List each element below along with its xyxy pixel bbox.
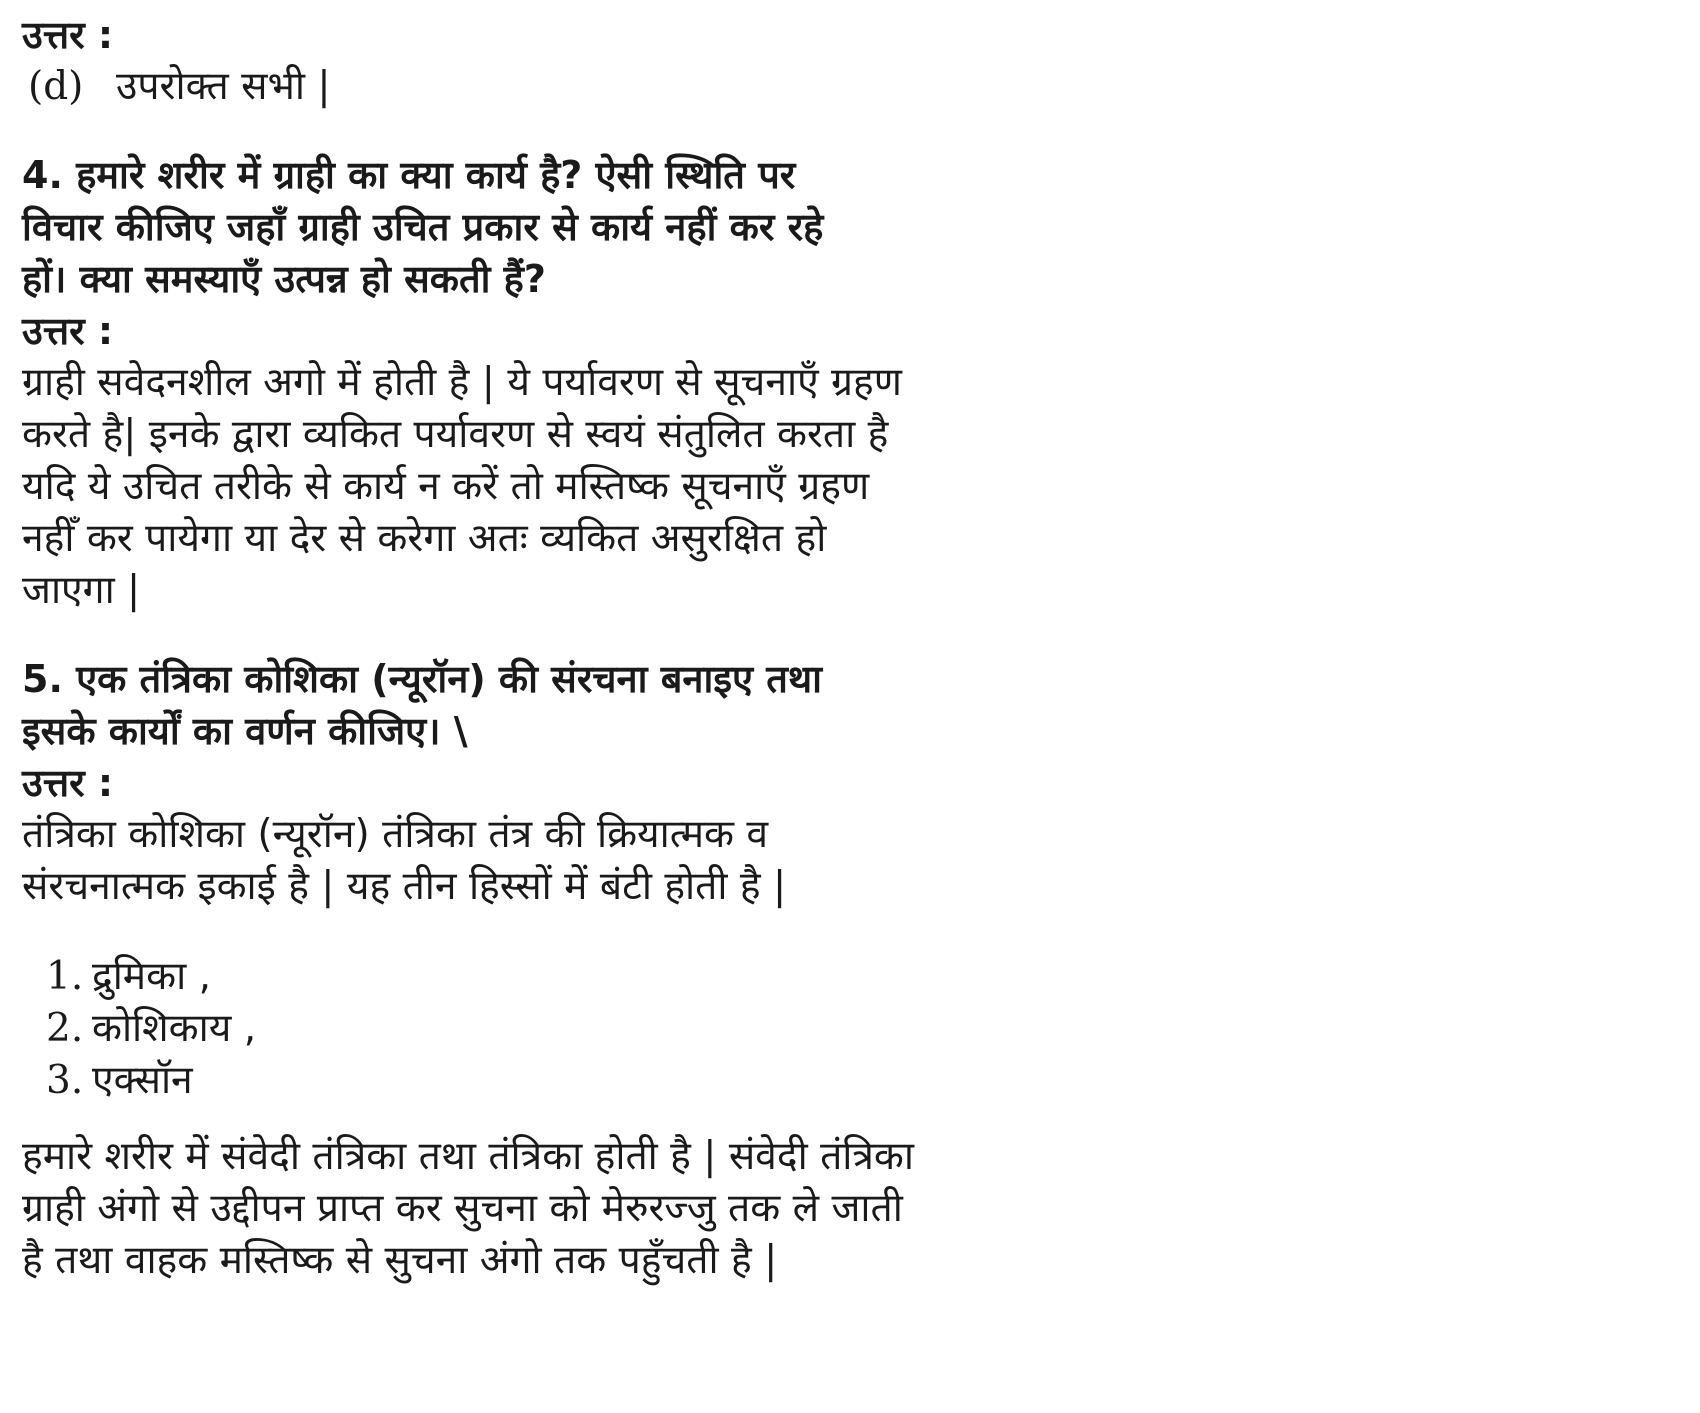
question-line: 5. एक तंत्रिका कोशिका (न्यूरॉन) की संरचना बनाइए तथा [22,657,823,701]
option-letter: (d) [28,64,84,109]
answer-line: है तथा वाहक मस्तिष्क से सुचना अंगो तक पहुँचती है | [22,1238,778,1283]
answer-line: जाएगा | [22,568,141,613]
answer-line: नहीँ कर पायेगा या देर से करेगा अतः व्यकित असुरक्षित हो [22,516,827,561]
list-text: कोशिकाय , [92,1006,257,1051]
option-text: उपरोक्त सभी | [116,64,331,109]
answer-line: करते है| इनके द्वारा व्यकित पर्यावरण से स्वयं संतुलित करता है [22,412,889,457]
question-line: हों। क्या समस्याएँ उत्पन्न हो सकती हैं? [22,257,546,301]
question-line: 4. हमारे शरीर में ग्राही का क्या कार्य है? ऐसी स्थिति पर [22,153,796,197]
list-number: 1. [46,954,84,999]
answer-line: हमारे शरीर में संवेदी तंत्रिका तथा तंत्रिका होती है | संवेदी तंत्रिका [22,1134,914,1179]
list-text: एक्सॉन [92,1058,193,1103]
answer-heading: उत्तर : [22,309,114,353]
answer-line: ग्राही सवेदनशील अगो में होती है | ये पर्यावरण से सूचनाएँ ग्रहण [22,360,902,405]
question-line: इसके कार्यों का वर्णन कीजिए। \ [22,709,468,753]
answer-heading: उत्तर : [22,761,114,805]
answer-line: तंत्रिका कोशिका (न्यूरॉन) तंत्रिका तंत्र की क्रियात्मक व [22,812,769,857]
list-item [46,1004,256,1054]
list-text: द्रुमिका , [92,954,211,999]
list-item [46,1056,193,1106]
answer-line: ग्राही अंगो से उद्दीपन प्राप्त कर सुचना को मेरुरज्जु तक ले जाती [22,1186,903,1231]
list-item [46,952,211,1002]
answer-heading: उत्तर : [22,13,114,57]
list-number: 2. [46,1006,84,1051]
option-d [22,62,331,112]
question-line: विचार कीजिए जहाँ ग्राही उचित प्रकार से कार्य नहीं कर रहे [22,205,824,249]
list-number: 3. [46,1058,84,1103]
answer-line: यदि ये उचित तरीके से कार्य न करें तो मस्तिष्क सूचनाएँ ग्रहण [22,464,870,509]
answer-line: संरचनात्मक इकाई है | यह तीन हिस्सों में बंटी होती है | [22,864,787,909]
